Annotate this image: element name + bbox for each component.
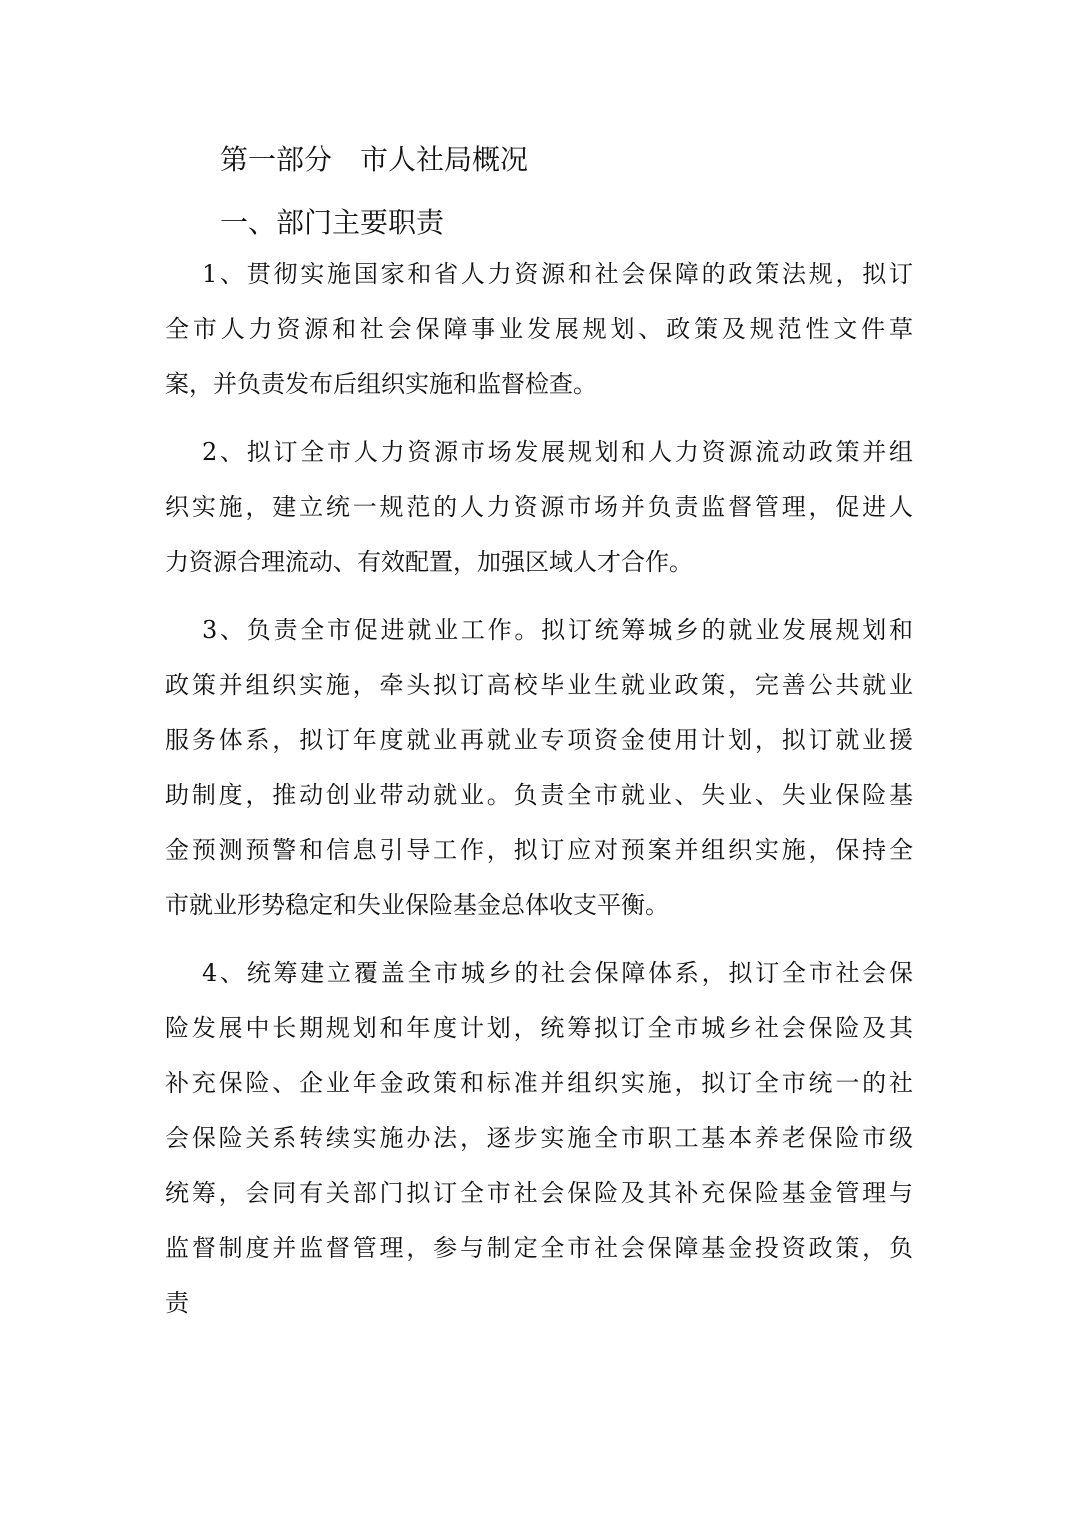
paragraph-4	[165, 946, 913, 1331]
paragraph-line: 统筹，会同有关部门拟订全市社会保险及其补充保险基金管理与	[165, 1179, 913, 1207]
paragraph-3	[165, 603, 913, 933]
paragraph-line: 服务体系，拟订年度就业再就业专项资金使用计划，拟订就业援	[165, 726, 913, 754]
section-title: 一、部门主要职责	[220, 206, 445, 239]
paragraph-line: 织实施，建立统一规范的人力资源市场并负责监督管理，促进人	[165, 493, 913, 521]
paragraph-line: 监督制度并监督管理，参与制定全市社会保障基金投资政策，负	[165, 1234, 913, 1262]
paragraph-line: 会保险关系转续实施办法，逐步实施全市职工基本养老保险市级	[165, 1124, 913, 1152]
paragraph-line: 补充保险、企业年金政策和标准并组织实施，拟订全市统一的社	[165, 1069, 913, 1097]
paragraph-line: 力资源合理流动、有效配置，加强区域人才合作。	[165, 548, 693, 576]
paragraph-line: 3、负责全市促进就业工作。拟订统筹城乡的就业发展规划和	[202, 616, 913, 644]
paragraph-line: 全市人力资源和社会保障事业发展规划、政策及规范性文件草	[165, 315, 913, 343]
paragraph-line: 政策并组织实施，牵头拟订高校毕业生就业政策，完善公共就业	[165, 671, 913, 699]
paragraph-line: 4、统筹建立覆盖全市城乡的社会保障体系，拟订全市社会保	[202, 959, 913, 987]
paragraph-2	[165, 425, 913, 590]
paragraph-line: 助制度，推动创业带动就业。负责全市就业、失业、失业保险基	[165, 781, 913, 809]
paragraph-line: 案，并负责发布后组织实施和监督检查。	[165, 370, 597, 398]
document-body	[165, 247, 913, 1344]
part-title: 第一部分 市人社局概况	[220, 143, 529, 176]
paragraph-line: 险发展中长期规划和年度计划，统筹拟订全市城乡社会保险及其	[165, 1014, 913, 1042]
paragraph-line: 2、拟订全市人力资源市场发展规划和人力资源流动政策并组	[202, 438, 913, 466]
paragraph-line: 金预测预警和信息引导工作，拟订应对预案并组织实施，保持全	[165, 836, 913, 864]
paragraph-line: 1、贯彻实施国家和省人力资源和社会保障的政策法规，拟订	[202, 260, 913, 288]
paragraph-1	[165, 247, 913, 412]
paragraph-line: 市就业形势稳定和失业保险基金总体收支平衡。	[165, 891, 669, 919]
paragraph-line: 责	[165, 1289, 189, 1317]
